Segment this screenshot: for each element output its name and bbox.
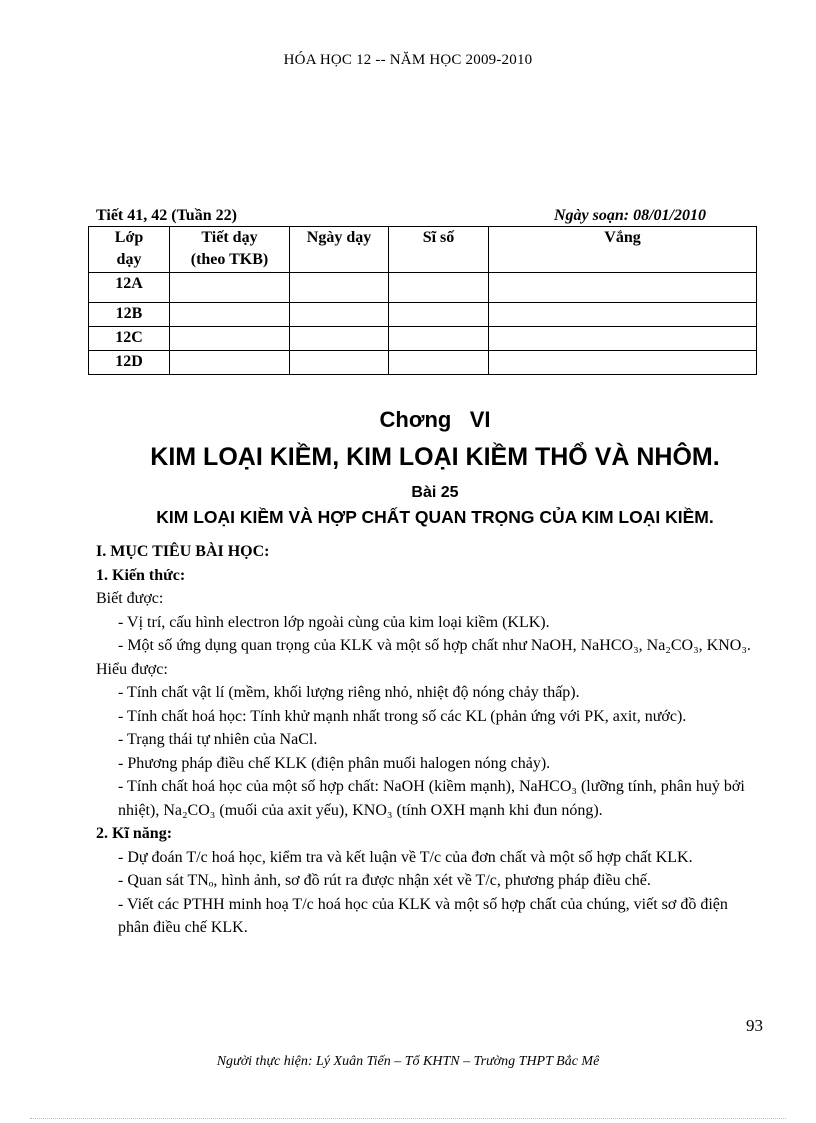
lesson-title: KIM LOẠI KIỀM VÀ HỢP CHẤT QUAN TRỌNG CỦA KIM LOẠI KIỀM. xyxy=(156,507,714,527)
header-period: Tiết dạy (theo TKB) xyxy=(170,227,290,273)
paragraph: Hiểu được: xyxy=(96,660,168,678)
class-cell: 12C xyxy=(89,327,170,351)
table-row xyxy=(89,351,757,375)
class-cell: 12B xyxy=(89,303,170,327)
table-row xyxy=(89,327,757,351)
attendance-table xyxy=(88,226,757,375)
paragraph: Biết được: xyxy=(96,590,164,607)
paragraph: - Trạng thái tự nhiên của NaCl. xyxy=(118,731,318,748)
table-row xyxy=(89,273,757,303)
table-row xyxy=(89,303,757,327)
lesson-date: Ngày soạn: 08/01/2010 xyxy=(554,207,706,224)
class-cell: 12A xyxy=(89,273,170,303)
subsection-heading: 2. Kĩ năng: xyxy=(96,825,173,842)
header-date: Ngày dạy xyxy=(290,227,389,273)
chapter-number: VI xyxy=(469,407,491,432)
paragraph: - Viết các PTHH minh hoạ T/c hoá học của KLK và một số hợp chất của chúng, viết sơ đồ điện phân điều chế KLK. xyxy=(118,895,728,936)
paragraph: - Tính chất vật lí (mềm, khối lượng riêng nhỏ, nhiệt độ nóng chảy thấp). xyxy=(118,684,580,701)
lesson-label: Bài 25 xyxy=(411,484,459,501)
lesson-info xyxy=(96,207,756,227)
paragraph: - Tính chất hoá học của một số hợp chất: NaOH (kiềm mạnh), NaHCO₃ (lưỡng tính, phân huỷ bởi nhiệt), Na₂CO₃ (muối của axit yếu), KNO₃ (tính OXH mạnh khi đun nóng). xyxy=(118,778,745,819)
paragraph: - Dự đoán T/c hoá học, kiểm tra và kết luận về T/c của đơn chất và một số hợp chất KLK. xyxy=(118,848,693,866)
paragraph: - Phương pháp điều chế KLK (điện phân muối halogen nóng chảy). xyxy=(118,754,551,772)
subsection-heading: 1. Kiến thức: xyxy=(96,566,186,584)
class-cell: 12D xyxy=(89,351,170,375)
chapter-heading xyxy=(0,407,816,433)
footer-divider xyxy=(30,1118,786,1119)
paragraph: - Quan sát TNₒ, hình ảnh, sơ đồ rút ra được nhận xét về T/c, phương pháp điều chế. xyxy=(118,872,651,889)
header-class: Lớp dạy xyxy=(89,227,170,273)
header-size: Sĩ số xyxy=(389,227,489,273)
chapter-title: KIM LOẠI KIỀM, KIM LOẠI KIỀM THỔ VÀ NHÔM. xyxy=(150,443,720,471)
header-absent: Vắng xyxy=(489,227,757,273)
lesson-body xyxy=(96,540,756,940)
table-header-row xyxy=(89,227,757,273)
paragraph: - Một số ứng dụng quan trọng của KLK và một số hợp chất như NaOH, NaHCO₃, Na₂CO₃, KNO₃. xyxy=(118,637,751,654)
page-header: HÓA HỌC 12 -- NĂM HỌC 2009-2010 xyxy=(283,52,533,68)
paragraph: - Tính chất hoá học: Tính khử mạnh nhất trong số các KL (phản ứng với PK, axit, nước). xyxy=(118,707,687,725)
section-heading: I. MỤC TIÊU BÀI HỌC: xyxy=(96,543,270,560)
page-footer: Người thực hiện: Lý Xuân Tiến – Tổ KHTN – Trường THPT Bắc Mê xyxy=(216,1054,600,1069)
page-number: 93 xyxy=(746,1016,763,1035)
paragraph: - Vị trí, cấu hình electron lớp ngoài cùng của kim loại kiềm (KLK). xyxy=(118,613,550,631)
lesson-period: Tiết 41, 42 (Tuần 22) xyxy=(96,207,237,224)
chapter-label: Chơng xyxy=(379,407,452,432)
